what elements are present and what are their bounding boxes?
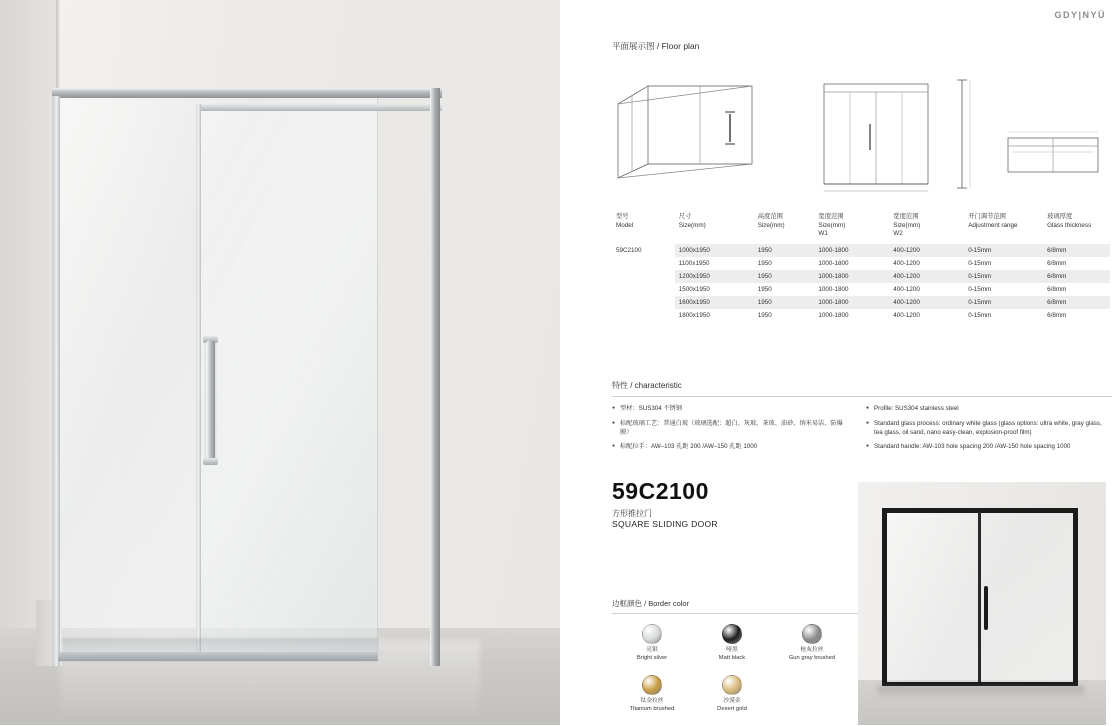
- table-row: [612, 270, 1110, 283]
- th-model-cn: 型号: [616, 213, 629, 220]
- list-item: [866, 442, 1106, 452]
- handle-mount-bottom: [203, 458, 218, 465]
- model-name-en: SQUARE SLIDING DOOR: [612, 519, 718, 529]
- cell-width1: 1000-1800: [818, 311, 849, 319]
- th-width1-en: Size(mm): [818, 221, 846, 229]
- th-height-cn: 高度范围: [757, 213, 783, 220]
- list-item: [866, 419, 1106, 438]
- color-swatch-2[interactable]: [772, 624, 852, 662]
- cell-adjustment: 0-15mm: [968, 246, 992, 254]
- cell-model: [612, 309, 675, 322]
- cell-height: 1950: [757, 246, 772, 254]
- th-size-cn: 尺寸: [678, 213, 692, 220]
- bullet-icon: ●: [612, 443, 616, 450]
- cell-adjustment: 0-15mm: [968, 298, 992, 306]
- swatch-label-en: Matt black: [718, 654, 746, 661]
- rp-shadow: [878, 686, 1084, 698]
- characteristic-en-0: Profile: SUS304 stainless steel: [874, 405, 959, 412]
- characteristic-columns: [612, 404, 1112, 457]
- characteristic-title: 特性 / characteristic: [612, 381, 682, 390]
- cell-size: 1600x1950: [678, 298, 710, 306]
- swatch-dot-icon: [802, 624, 822, 644]
- cell-width1: 1000-1800: [818, 298, 849, 306]
- frame-center-stile: [196, 104, 201, 660]
- cell-size: 1000x1950: [678, 246, 710, 254]
- frame-top-rail: [52, 88, 442, 98]
- cell-adjustment: 0-15mm: [968, 272, 992, 280]
- cell-height: 1950: [757, 298, 772, 306]
- cell-width1: 1000-1800: [818, 285, 849, 293]
- characteristic-cn-0: 型材：SUS304 不锈钢: [620, 405, 682, 412]
- color-swatch-1[interactable]: [692, 624, 772, 662]
- cell-adjustment: 0-15mm: [968, 311, 992, 319]
- table-row: [612, 309, 1110, 322]
- cell-height: 1950: [757, 259, 772, 267]
- table-header-row: [612, 212, 1110, 244]
- color-swatch-4[interactable]: [692, 675, 772, 713]
- th-adjustment-cn: 开门调节范围: [968, 213, 1006, 220]
- bullet-icon: ●: [866, 405, 870, 411]
- cell-height: 1950: [757, 311, 772, 319]
- swatch-label-cn: 钛金拉丝: [640, 698, 664, 705]
- th-width2: [889, 212, 964, 244]
- bullet-icon: ●: [866, 443, 870, 450]
- floor-plan-svg: [612, 66, 1112, 196]
- swatch-label-cn: 亮银: [646, 647, 658, 653]
- glass-panel-sliding: [200, 104, 376, 656]
- th-width2-en: Size(mm): [893, 221, 921, 229]
- cell-height: 1950: [757, 272, 772, 280]
- characteristic-en-1: Standard glass process: ordinary white glass (glass options: ultra white, gray glass, tea glass, oil sand, nano easy-clean, explosion-proof film): [874, 419, 1102, 436]
- th-height: [754, 212, 815, 244]
- swatch-label-cn: 哑黑: [726, 647, 738, 653]
- color-swatch-grid: [612, 624, 860, 726]
- characteristic-en-2: Standard handle: AW-103 hole spacing 200 /AW-150 hole spacing 1000: [874, 443, 1071, 451]
- th-adjustment-en: Adjustment range: [968, 221, 1018, 229]
- swatch-dot-icon: [642, 675, 662, 695]
- rp-frame-mid: [978, 512, 981, 684]
- specification-table: [612, 212, 1110, 322]
- th-width1-sub: W1: [818, 230, 828, 237]
- th-adjustment: [964, 212, 1043, 244]
- cell-size: 1500x1950: [678, 285, 710, 293]
- cell-glass: 6/8mm: [1047, 272, 1067, 280]
- cell-model: [612, 296, 675, 309]
- border-color-section: [612, 598, 860, 726]
- frame-top-rail-secondary: [196, 104, 442, 111]
- cell-width2: 400-1200: [893, 298, 920, 306]
- list-item: [612, 404, 852, 414]
- th-width2-cn: 宽度范围: [893, 213, 919, 220]
- cell-width2: 400-1200: [893, 246, 920, 254]
- rp-door-handle: [984, 586, 988, 630]
- th-size: [675, 212, 754, 244]
- bullet-icon: ●: [612, 405, 616, 411]
- door-handle: [206, 340, 215, 462]
- list-item: [866, 404, 1106, 414]
- color-swatch-3[interactable]: [612, 675, 692, 713]
- rp-frame-left: [882, 508, 887, 686]
- list-item: [612, 442, 852, 452]
- table-head: [612, 212, 1110, 244]
- cell-width2: 400-1200: [893, 311, 920, 319]
- product-photo-right: [858, 482, 1106, 725]
- list-item: [612, 419, 852, 438]
- photo-wall-left: [0, 0, 60, 660]
- cell-adjustment: 0-15mm: [968, 285, 992, 293]
- swatch-label-en: Desert gold: [717, 705, 747, 712]
- th-width2-sub: W2: [893, 230, 903, 237]
- th-glass-thickness: [1043, 212, 1110, 244]
- floor-reflection: [62, 638, 378, 662]
- floor-plan-section: [612, 40, 1112, 196]
- cell-width1: 1000-1800: [818, 246, 849, 254]
- swatch-label-cn: 沙漠金: [723, 698, 741, 705]
- th-model: [612, 212, 675, 244]
- th-glass-cn: 玻璃厚度: [1047, 213, 1073, 220]
- swatch-dot-icon: [722, 624, 742, 644]
- cell-width1: 1000-1800: [818, 272, 849, 280]
- cell-glass: 6/8mm: [1047, 311, 1067, 319]
- swatch-dot-icon: [642, 624, 662, 644]
- characteristic-cn-1: 标配玻璃工艺：普通白玻（玻璃选配：超白、灰玻、茶玻、油砂、纳米易洁、防爆膜）: [620, 419, 843, 436]
- bullet-icon: ●: [612, 419, 616, 426]
- model-name-cn: 方形推拉门: [612, 509, 652, 518]
- swatch-label-en: Gun gray brushed: [788, 654, 836, 661]
- table-row: [612, 257, 1110, 270]
- cell-model: [612, 270, 675, 283]
- swatch-dot-icon: [722, 675, 742, 695]
- floor-plan-drawings: [612, 66, 1112, 196]
- cell-width2: 400-1200: [893, 272, 920, 280]
- characteristic-cn-2: 标配拉手：AW–103 孔距 200 /AW–150 孔距 1000: [620, 443, 758, 451]
- bullet-icon: ●: [866, 419, 870, 426]
- table-row: [612, 283, 1110, 296]
- swatch-label-en: Titanium brushed: [629, 705, 675, 712]
- table-row: [612, 296, 1110, 309]
- characteristic-column-cn: [612, 404, 852, 457]
- cell-width1: 1000-1800: [818, 259, 849, 267]
- rp-frame-right: [1073, 508, 1078, 686]
- cell-glass: 6/8mm: [1047, 298, 1067, 306]
- th-glass-en: Glass thickness: [1047, 221, 1092, 229]
- characteristic-column-en: [866, 404, 1106, 457]
- th-width1-cn: 宽度范围: [818, 213, 844, 220]
- product-photo-left: [0, 0, 560, 725]
- cell-size: 1200x1950: [678, 272, 710, 280]
- characteristic-divider: [612, 396, 1112, 397]
- cell-size: 1100x1950: [678, 259, 710, 267]
- th-model-en: Model: [616, 221, 634, 229]
- cell-width2: 400-1200: [893, 259, 920, 267]
- th-size-en: Size(mm): [678, 221, 706, 229]
- cell-model: 59C2100: [612, 244, 675, 257]
- spec-sheet-panel: [560, 0, 1120, 725]
- cell-model: [612, 283, 675, 296]
- border-color-title: 边框颜色 / Border color: [612, 599, 690, 608]
- frame-left-post: [52, 96, 60, 666]
- characteristic-section: [612, 380, 1112, 457]
- th-width1: [814, 212, 889, 244]
- border-color-divider: [612, 613, 860, 614]
- cell-glass: 6/8mm: [1047, 259, 1067, 267]
- cell-glass: 6/8mm: [1047, 246, 1067, 254]
- swatch-label-en: Bright silver: [636, 654, 668, 661]
- table-row: [612, 244, 1110, 257]
- brand-logo: GDY|NYÜ: [1054, 10, 1106, 20]
- cell-height: 1950: [757, 285, 772, 293]
- table-body: [612, 244, 1110, 322]
- th-height-en: Size(mm): [757, 221, 785, 229]
- frame-right-post: [430, 88, 440, 666]
- floor-plan-title: 平面展示图 / Floor plan: [612, 41, 700, 51]
- color-swatch-0[interactable]: [612, 624, 692, 662]
- cell-width2: 400-1200: [893, 285, 920, 293]
- cell-size: 1800x1950: [678, 311, 710, 319]
- cell-adjustment: 0-15mm: [968, 259, 992, 267]
- cell-model: [612, 257, 675, 270]
- swatch-label-cn: 枪灰拉丝: [800, 647, 824, 653]
- cell-glass: 6/8mm: [1047, 285, 1067, 293]
- page-title: 59C2100: [612, 478, 709, 504]
